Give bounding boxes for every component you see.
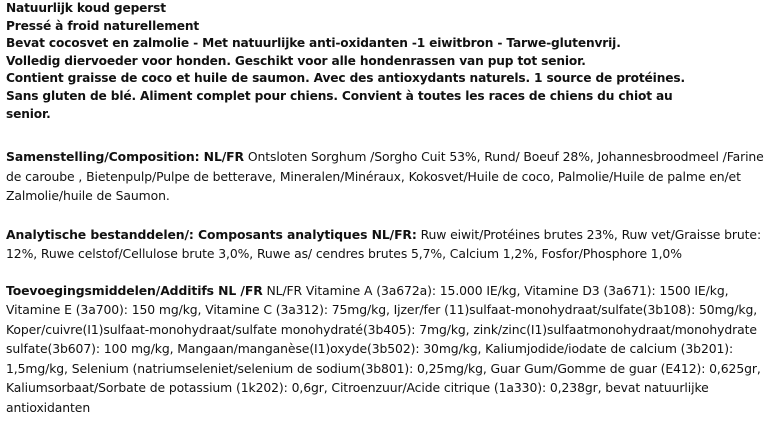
analytical-heading: Analytische bestanddelen/: Composants analytiques NL/FR:	[6, 226, 417, 242]
product-label	[6, 0, 764, 417]
intro-line-ingredients-fr: Contient graisse de coco et huile de saumon. Avec des antioxydants naturels. 1 source de protéines.	[6, 71, 685, 86]
intro-line-cold-pressed-fr: Pressé à froid naturellement	[6, 18, 200, 33]
additives-section	[6, 281, 764, 418]
intro-line-ingredients-nl: Bevat cocosvet en zalmolie - Met natuurlijke anti-oxidanten -1 eiwitbron - Tarwe-glutenvrij.	[6, 36, 621, 51]
intro-line-senior: senior.	[6, 106, 51, 121]
additives-heading: Toevoegingsmiddelen/Additifs NL /FR	[6, 282, 263, 298]
analytical-text: Ruw eiwit/Protéines brutes 23%, Ruw vet/Graisse brute: 12%, Ruwe celstof/Cellulose brute 3,0%, Ruwe as/ cendres brutes 5,7%, Calcium 1,2%, Fosfor/Phosphore 1,0%	[6, 226, 762, 262]
composition-text: Ontsloten Sorghum /Sorgho Cuit 53%, Rund/ Boeuf 28%, Johannesbroodmeel /Farine de caroube , Bietenpulp/Pulpe de betterave, Mineralen/Minéraux, Kokosvet/Huile de coco, Palmolie/Huile de palme en/et Zalmolie/huile de Saumon.	[6, 149, 764, 204]
composition-heading: Samenstelling/Composition: NL/FR	[6, 149, 244, 165]
intro-block	[6, 0, 764, 123]
intro-line-complete-feed-fr: Sans gluten de blé. Aliment complet pour chiens. Convient à toutes les races de chiens du chiot au	[6, 88, 673, 103]
analytical-section	[6, 225, 764, 264]
additives-text: NL/FR Vitamine A (3a672a): 15.000 IE/kg, Vitamine D3 (3a671): 1500 IE/kg, Vitamine E (3a700): 150 mg/kg, Vitamine C (3a312): 75mg/kg, Ijzer/fer (11)sulfaat-monohydraat/sulfate(3b108): 50mg/kg, Koper/cuivre(I1)sulfaat-monohydraat/sulfate monohydraté(3b405): 7mg/kg, zink/zinc(I1)sulfaatmonohydraat/monohydrate sulfate(3b607): 100 mg/kg, Mangaan/manganèse(I1)oxyde(3b502): 30mg/kg, Kaliumjodide/iodate de calcium (3b201): 1,5mg/kg, Selenium (natriumseleniet/selenium de sodium(3b801): 0,25mg/kg, Guar Gum/Gomme de guar (E412): 0,625gr, Kaliumsorbaat/Sorbate de potassium (1k202): 0,6gr, Citroenzuur/Acide citrique (1a330): 0,238gr, bevat natuurlijke antioxidanten	[6, 282, 761, 415]
intro-line-complete-feed-nl: Volledig diervoeder voor honden. Geschikt voor alle hondenrassen van pup tot senior.	[6, 53, 586, 68]
composition-section	[6, 147, 764, 206]
intro-line-cold-pressed-nl: Natuurlijk koud geperst	[6, 1, 166, 15]
